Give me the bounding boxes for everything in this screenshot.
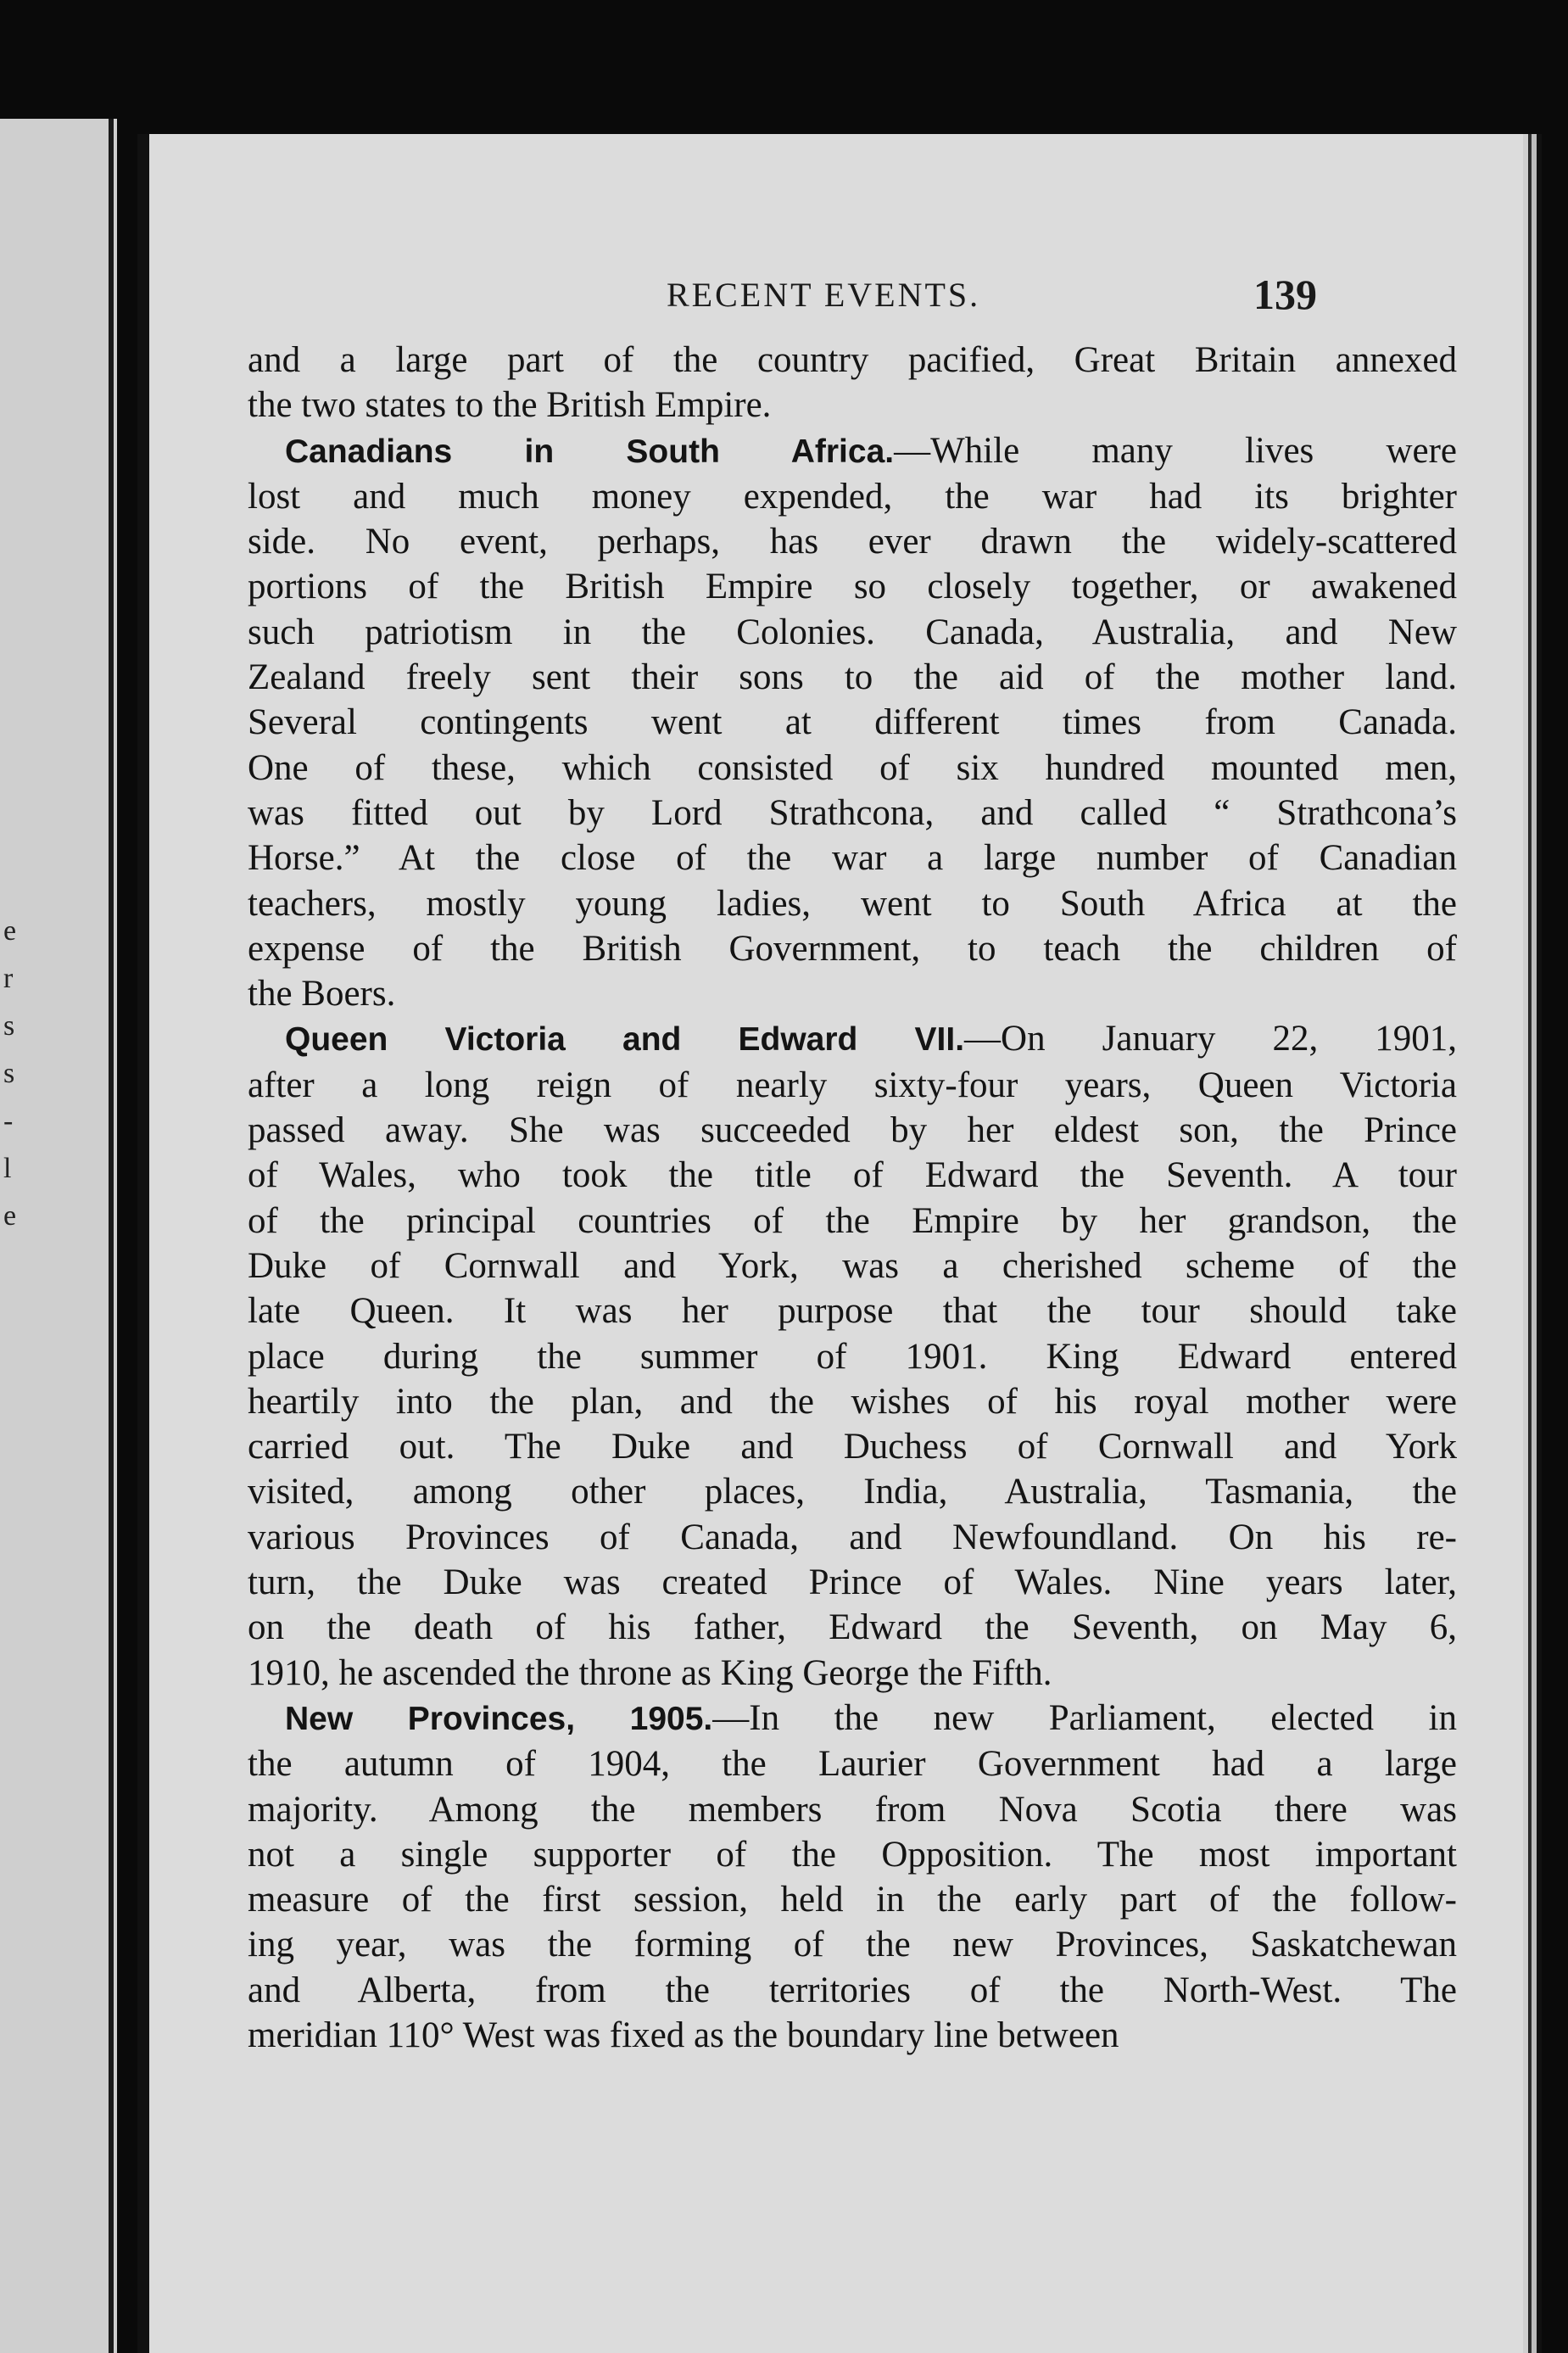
- line-text: —On January 22, 1901,: [964, 1019, 1458, 1059]
- section-heading: New Provinces, 1905.: [285, 1700, 713, 1737]
- paragraph: [248, 338, 1457, 428]
- text-line: turn, the Duke was created Prince of Wales. Nine years later,: [248, 1562, 1457, 1603]
- text-line: late Queen. It was her purpose that the tour should take: [248, 1291, 1457, 1332]
- line-text: —In the new Parliament, elected in: [712, 1697, 1457, 1738]
- facing-page-letter: r: [3, 963, 14, 994]
- facing-page-edge: [0, 119, 117, 2353]
- text-line: and Alberta, from the territories of the North-West. The: [248, 1970, 1457, 2010]
- page-right-edge: [1523, 134, 1542, 2353]
- page-number: 139: [1253, 271, 1317, 318]
- text-line: not a single supporter of the Opposition. The most important: [248, 1834, 1457, 1875]
- section-heading: Canadians in South Africa.: [285, 433, 895, 470]
- facing-page-letter: s: [3, 1010, 15, 1042]
- text-line: carried out. The Duke and Duchess of Cornwall and York: [248, 1427, 1457, 1467]
- text-line: was fitted out by Lord Strathcona, and called “ Strathcona’s: [248, 792, 1457, 833]
- text-line: Duke of Cornwall and York, was a cherished scheme of the: [248, 1245, 1457, 1286]
- text-line: [248, 1696, 1457, 1741]
- text-line: passed away. She was succeeded by her eldest son, the Prince: [248, 1110, 1457, 1151]
- text-line: after a long reign of nearly sixty-four years, Queen Victoria: [248, 1065, 1457, 1105]
- text-line: the autumn of 1904, the Laurier Government had a large: [248, 1744, 1457, 1785]
- paragraph: [248, 1696, 1457, 2058]
- text-line: Zealand freely sent their sons to the aid of the mother land.: [248, 657, 1457, 698]
- facing-page-letter: -: [3, 1105, 14, 1137]
- facing-page-letter: e: [3, 1200, 17, 1232]
- paragraph: [248, 1016, 1457, 1695]
- text-line: of the principal countries of the Empire by her grandson, the: [248, 1200, 1457, 1241]
- text-line: One of these, which consisted of six hundred mounted men,: [248, 747, 1457, 788]
- text-line: 1910, he ascended the throne as King George the Fifth.: [248, 1652, 1052, 1693]
- gutter-line: [109, 119, 114, 2353]
- text-line: side. No event, perhaps, has ever drawn the widely-scattered: [248, 522, 1457, 562]
- running-head: RECENT EVENTS.: [667, 276, 981, 314]
- text-line: the Boers.: [248, 974, 396, 1014]
- text-line: visited, among other places, India, Australia, Tasmania, the: [248, 1472, 1457, 1512]
- text-line: and a large part of the country pacified, Great Britain annexed: [248, 340, 1457, 380]
- text-line: ing year, was the forming of the new Provinces, Saskatchewan: [248, 1925, 1457, 1965]
- body-text: [248, 338, 1457, 2058]
- text-line: lost and much money expended, the war had its brighter: [248, 476, 1457, 517]
- text-line: expense of the British Government, to teach the children of: [248, 928, 1457, 969]
- text-line: heartily into the plan, and the wishes of his royal mother were: [248, 1381, 1457, 1422]
- paragraph: [248, 428, 1457, 1017]
- text-line: such patriotism in the Colonies. Canada, Australia, and New: [248, 612, 1457, 652]
- text-line: Horse.” At the close of the war a large number of Canadian: [248, 838, 1457, 879]
- text-line: various Provinces of Canada, and Newfoundland. On his re-: [248, 1517, 1457, 1557]
- facing-page-letter: s: [3, 1058, 15, 1089]
- text-line: majority. Among the members from Nova Scotia there was: [248, 1789, 1457, 1830]
- text-line: place during the summer of 1901. King Edward entered: [248, 1336, 1457, 1377]
- text-line: teachers, mostly young ladies, went to South Africa at the: [248, 883, 1457, 924]
- section-heading: Queen Victoria and Edward VII.: [285, 1021, 965, 1059]
- facing-page-letter: e: [3, 915, 17, 947]
- text-line: on the death of his father, Edward the Seventh, on May 6,: [248, 1607, 1457, 1648]
- text-line: [248, 1016, 1457, 1062]
- text-line: meridian 110° West was fixed as the boundary line between: [248, 2015, 1119, 2055]
- line-text: —While many lives were: [894, 430, 1457, 471]
- text-line: the two states to the British Empire.: [248, 385, 772, 426]
- text-line: Several contingents went at different times from Canada.: [248, 702, 1457, 743]
- text-line: [248, 428, 1457, 474]
- text-line: portions of the British Empire so closely together, or awakened: [248, 567, 1457, 607]
- book-page: [137, 134, 1528, 2353]
- facing-page-letters: [3, 908, 29, 1240]
- text-line: of Wales, who took the title of Edward the Seventh. A tour: [248, 1155, 1457, 1196]
- facing-page-letter: l: [3, 1153, 12, 1184]
- text-line: measure of the first session, held in the early part of the follow-: [248, 1880, 1457, 1920]
